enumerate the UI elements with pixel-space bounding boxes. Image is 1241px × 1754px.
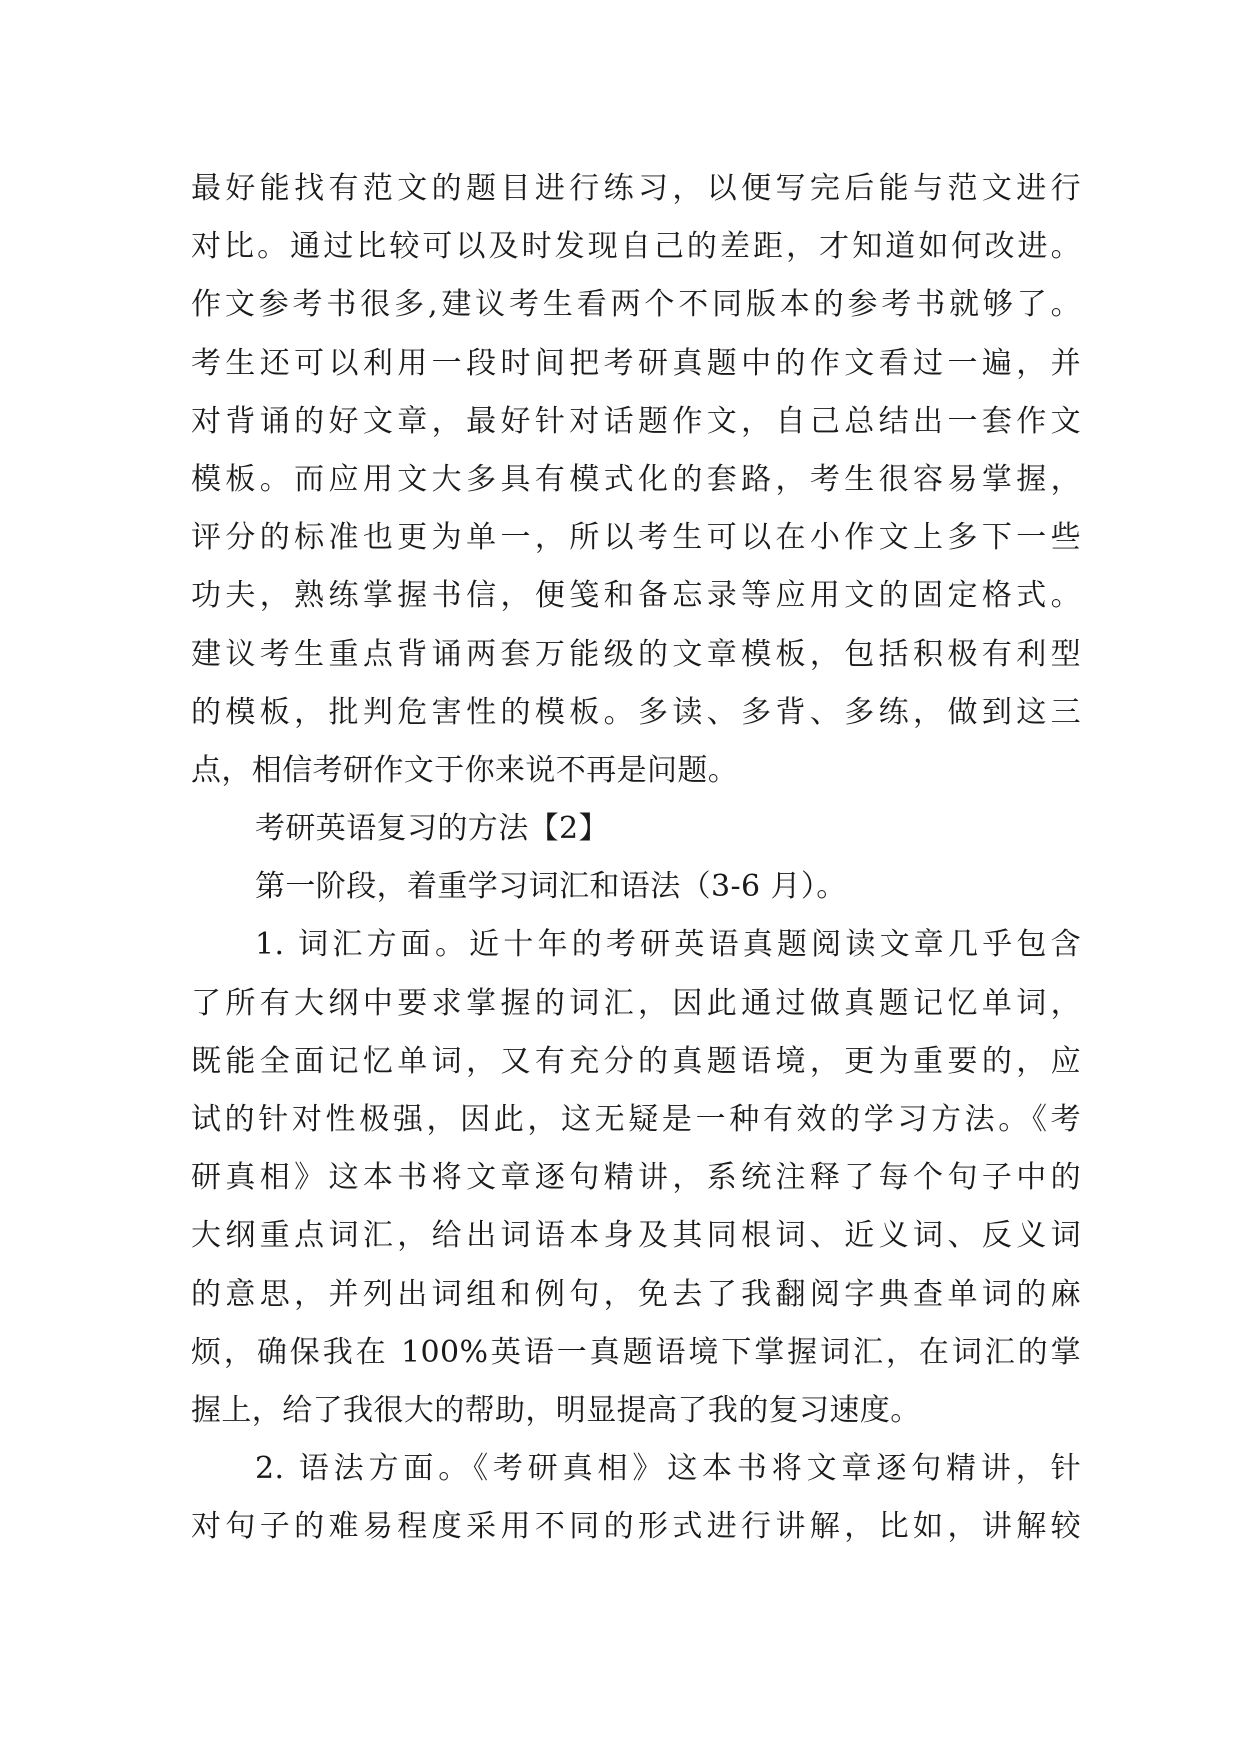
- text-line: 考生还可以利用一段时间把考研真题中的作文看过一遍，并: [191, 345, 1081, 381]
- text-line: 2. 语法方面。《考研真相》这本书将文章逐句精讲，针: [255, 1451, 1081, 1487]
- text-line: 第一阶段，着重学习词汇和语法（3-6 月）。: [255, 869, 847, 905]
- text-line: 对背诵的好文章，最好针对话题作文，自己总结出一套作文: [191, 403, 1081, 439]
- text-line: 对比。通过比较可以及时发现自己的差距，才知道如何改进。: [191, 229, 1081, 265]
- text-line: 的意思，并列出词组和例句，免去了我翻阅字典查单词的麻: [191, 1276, 1081, 1312]
- text-line: 功夫，熟练掌握书信，便笺和备忘录等应用文的固定格式。: [191, 578, 1081, 614]
- text-line: 了所有大纲中要求掌握的词汇，因此通过做真题记忆单词，: [191, 985, 1081, 1021]
- text-line: 对句子的难易程度采用不同的形式进行讲解，比如，讲解较: [191, 1509, 1081, 1545]
- text-line: 既能全面记忆单词，又有充分的真题语境，更为重要的，应: [191, 1043, 1081, 1079]
- text-line: 试的针对性极强，因此，这无疑是一种有效的学习方法。《考: [191, 1102, 1081, 1137]
- text-line: 烦，确保我在 100%英语一真题语境下掌握词汇，在词汇的掌: [191, 1334, 1081, 1370]
- text-line: 点，相信考研作文于你来说不再是问题。: [191, 752, 739, 788]
- text-line: 作文参考书很多,建议考生看两个不同版本的参考书就够了。: [191, 287, 1081, 323]
- text-line: 1. 词汇方面。近十年的考研英语真题阅读文章几乎包含: [255, 927, 1081, 963]
- text-line: 大纲重点词汇，给出词语本身及其同根词、近义词、反义词: [191, 1218, 1081, 1254]
- text-line: 的模板，批判危害性的模板。多读、多背、多练，做到这三: [191, 694, 1081, 730]
- text-line: 模板。而应用文大多具有模式化的套路，考生很容易掌握，: [191, 461, 1081, 497]
- text-line: 研真相》这本书将文章逐句精讲，系统注释了每个句子中的: [191, 1160, 1081, 1196]
- text-line: 考研英语复习的方法【2】: [255, 811, 609, 847]
- text-line: 最好能找有范文的题目进行练习，以便写完后能与范文进行: [191, 171, 1081, 206]
- text-line: 评分的标准也更为单一，所以考生可以在小作文上多下一些: [191, 520, 1081, 556]
- text-line: 握上，给了我很大的帮助，明显提高了我的复习速度。: [191, 1392, 921, 1428]
- text-line: 建议考生重点背诵两套万能级的文章模板，包括积极有利型: [191, 636, 1081, 672]
- body-text: [191, 160, 1081, 1557]
